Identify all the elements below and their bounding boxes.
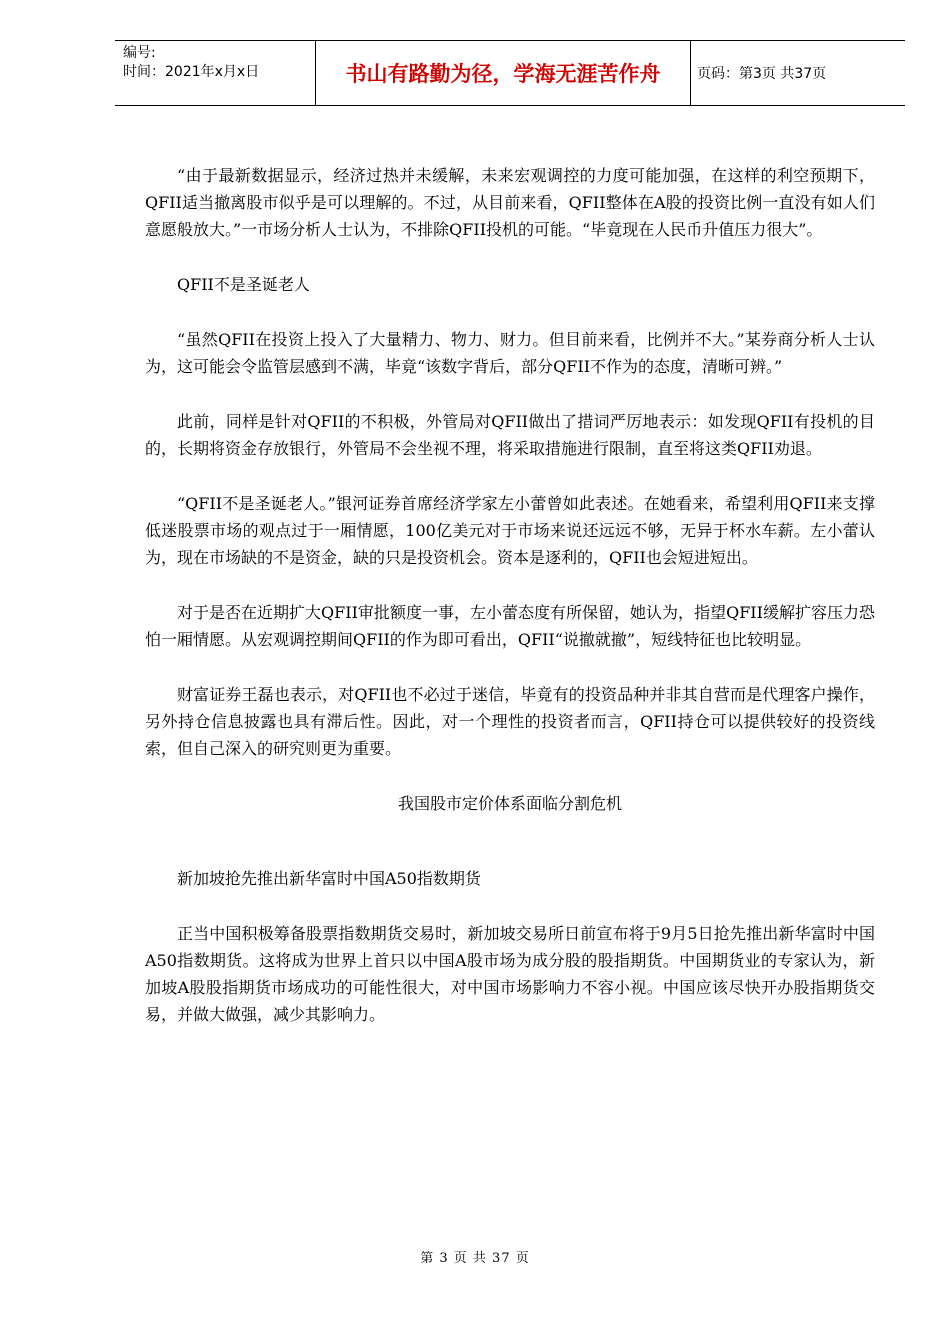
document-time-label: 时间：2021年x月x日 [123,64,260,80]
paragraph: 对于是否在近期扩大QFII审批额度一事，左小蕾态度有所保留，她认为，指望QFII缓解扩容压力恐怕一厢情愿。从宏观调控期间QFII的作为即可看出，QFII“说撤就撤”，短线特征也比较明显。 [145,603,875,649]
paragraph: “QFII不是圣诞老人。”银河证券首席经济学家左小蕾曾如此表述。在她看来，希望利用QFII来支撑低迷股票市场的观点过于一厢情愿，100亿美元对于市场来说还远远不够，无异于杯水车薪。左小蕾认为，现在市场缺的不是资金，缺的只是投资机会。资本是逐利的，QFII也会短进短出。 [145,494,875,567]
header-meta [115,41,315,105]
paragraph: “虽然QFII在投资上投入了大量精力、物力、财力。但目前来看，比例并不大。”某券商分析人士认为，这可能会令监管层感到不满，毕竟“该数字背后，部分QFII不作为的态度，清晰可辨。” [145,330,875,376]
header-motto: 书山有路勤为径，学海无涯苦作舟 [315,41,691,105]
article-title: 我国股市定价体系面临分割危机 [397,794,622,813]
paragraph: 财富证券王磊也表示，对QFII也不必过于迷信，毕竟有的投资品种并非其自营而是代理客户操作，另外持仓信息披露也具有滞后性。因此，对一个理性的投资者而言，QFII持仓可以提供较好的投资线索，但自己深入的研究则更为重要。 [145,685,875,758]
page-header [115,40,905,106]
document-number-label: 编号: [123,45,156,61]
paragraph: 此前，同样是针对QFII的不积极，外管局对QFII做出了措词严厉地表示：如发现QFII有投机的目的，长期将资金存放银行，外管局不会坐视不理，将采取措施进行限制，直至将这类QFII劝退。 [145,412,875,458]
header-page-info: 页码：第3页 共37页 [697,66,827,82]
paragraph: “由于最新数据显示，经济过热并未缓解，未来宏观调控的力度可能加强，在这样的利空预期下，QFII适当撤离股市似乎是可以理解的。不过，从目前来看，QFII整体在A股的投资比例一直没有如人们意愿般放大。”一市场分析人士认为，不排除QFII投机的可能。“毕竟现在人民币升值压力很大”。 [145,166,875,239]
section-heading: QFII不是圣诞老人 [177,275,310,294]
article-subtitle: 新加坡抢先推出新华富时中国A50指数期货 [177,869,481,888]
paragraph: 正当中国积极筹备股票指数期货交易时，新加坡交易所日前宣布将于9月5日抢先推出新华富时中国A50指数期货。这将成为世界上首只以中国A股市场为成分股的股指期货。中国期货业的专家认为，新加坡A股股指期货市场成功的可能性很大，对中国市场影响力不容小视。中国应该尽快开办股指期货交易，并做大做强，减少其影响力。 [145,924,875,1024]
page-footer: 第 3 页 共 37 页 [420,1251,530,1266]
document-body [145,162,875,1056]
